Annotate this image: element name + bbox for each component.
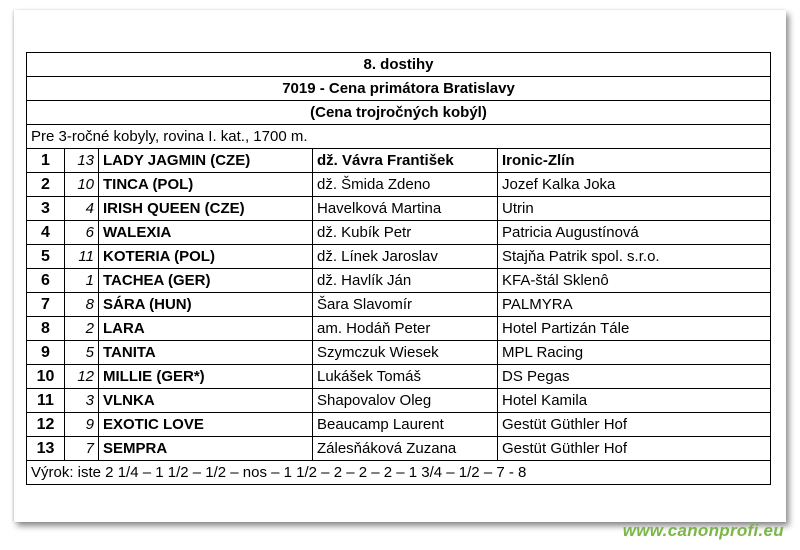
finish-position: 8 bbox=[27, 317, 65, 341]
jockey-name: Zálesňáková Zuzana bbox=[313, 437, 498, 461]
jockey-name: Szymczuk Wiesek bbox=[313, 341, 498, 365]
start-number: 10 bbox=[65, 173, 99, 197]
start-number: 9 bbox=[65, 413, 99, 437]
table-row bbox=[27, 221, 771, 245]
start-number: 12 bbox=[65, 365, 99, 389]
owner-name: Gestüt Güthler Hof bbox=[498, 413, 771, 437]
table-row bbox=[27, 173, 771, 197]
horse-name: SÁRA (HUN) bbox=[99, 293, 313, 317]
finish-position: 3 bbox=[27, 197, 65, 221]
horse-name: SEMPRA bbox=[99, 437, 313, 461]
owner-name: Hotel Kamila bbox=[498, 389, 771, 413]
race-name: 7019 - Cena primátora Bratislavy bbox=[27, 77, 771, 101]
horse-name: LADY JAGMIN (CZE) bbox=[99, 149, 313, 173]
finish-position: 5 bbox=[27, 245, 65, 269]
owner-name: Hotel Partizán Tále bbox=[498, 317, 771, 341]
start-number: 2 bbox=[65, 317, 99, 341]
start-number: 11 bbox=[65, 245, 99, 269]
finish-position: 12 bbox=[27, 413, 65, 437]
jockey-name: Lukášek Tomáš bbox=[313, 365, 498, 389]
jockey-name: dž. Havlík Ján bbox=[313, 269, 498, 293]
finish-margins: Výrok: iste 2 1/4 – 1 1/2 – 1/2 – nos – 1 1/2 – 2 – 2 – 2 – 1 3/4 – 1/2 – 7 - 8 bbox=[27, 461, 771, 485]
finish-position: 6 bbox=[27, 269, 65, 293]
table-row bbox=[27, 341, 771, 365]
owner-name: Ironic-Zlín bbox=[498, 149, 771, 173]
owner-name: KFA-štál Sklenô bbox=[498, 269, 771, 293]
start-number: 1 bbox=[65, 269, 99, 293]
finish-position: 13 bbox=[27, 437, 65, 461]
header-row-race-number bbox=[27, 53, 771, 77]
watermark-text: www.canonprofi.eu bbox=[622, 521, 784, 540]
finish-position: 2 bbox=[27, 173, 65, 197]
race-subtitle: (Cena trojročných kobýl) bbox=[27, 101, 771, 125]
race-conditions: Pre 3-ročné kobyly, rovina I. kat., 1700 m. bbox=[27, 125, 771, 149]
horse-name: MILLIE (GER*) bbox=[99, 365, 313, 389]
owner-name: Jozef Kalka Joka bbox=[498, 173, 771, 197]
race-number: 8. dostihy bbox=[27, 53, 771, 77]
start-number: 3 bbox=[65, 389, 99, 413]
finish-position: 11 bbox=[27, 389, 65, 413]
horse-name: TACHEA (GER) bbox=[99, 269, 313, 293]
race-results-table bbox=[26, 52, 771, 485]
owner-name: Stajňa Patrik spol. s.r.o. bbox=[498, 245, 771, 269]
horse-name: KOTERIA (POL) bbox=[99, 245, 313, 269]
start-number: 6 bbox=[65, 221, 99, 245]
owner-name: PALMYRA bbox=[498, 293, 771, 317]
header-row-race-subtitle bbox=[27, 101, 771, 125]
horse-name: LARA bbox=[99, 317, 313, 341]
start-number: 8 bbox=[65, 293, 99, 317]
finish-position: 7 bbox=[27, 293, 65, 317]
table-row bbox=[27, 269, 771, 293]
jockey-name: am. Hodáň Peter bbox=[313, 317, 498, 341]
jockey-name: dž. Kubík Petr bbox=[313, 221, 498, 245]
horse-name: VLNKA bbox=[99, 389, 313, 413]
finish-position: 9 bbox=[27, 341, 65, 365]
owner-name: Utrin bbox=[498, 197, 771, 221]
jockey-name: dž. Vávra František bbox=[313, 149, 498, 173]
horse-name: TANITA bbox=[99, 341, 313, 365]
start-number: 13 bbox=[65, 149, 99, 173]
table-row bbox=[27, 149, 771, 173]
horse-name: IRISH QUEEN (CZE) bbox=[99, 197, 313, 221]
finish-position: 1 bbox=[27, 149, 65, 173]
margins-row bbox=[27, 461, 771, 485]
owner-name: Gestüt Güthler Hof bbox=[498, 437, 771, 461]
start-number: 4 bbox=[65, 197, 99, 221]
table-row bbox=[27, 197, 771, 221]
table-row bbox=[27, 437, 771, 461]
jockey-name: dž. Línek Jaroslav bbox=[313, 245, 498, 269]
start-number: 5 bbox=[65, 341, 99, 365]
owner-name: MPL Racing bbox=[498, 341, 771, 365]
owner-name: DS Pegas bbox=[498, 365, 771, 389]
finish-position: 10 bbox=[27, 365, 65, 389]
conditions-row bbox=[27, 125, 771, 149]
horse-name: EXOTIC LOVE bbox=[99, 413, 313, 437]
table-row bbox=[27, 245, 771, 269]
horse-name: TINCA (POL) bbox=[99, 173, 313, 197]
owner-name: Patricia Augustínová bbox=[498, 221, 771, 245]
horse-name: WALEXIA bbox=[99, 221, 313, 245]
header-row-race-name bbox=[27, 77, 771, 101]
jockey-name: Šara Slavomír bbox=[313, 293, 498, 317]
jockey-name: dž. Šmida Zdeno bbox=[313, 173, 498, 197]
finish-position: 4 bbox=[27, 221, 65, 245]
jockey-name: Shapovalov Oleg bbox=[313, 389, 498, 413]
jockey-name: Havelková Martina bbox=[313, 197, 498, 221]
table-row bbox=[27, 365, 771, 389]
jockey-name: Beaucamp Laurent bbox=[313, 413, 498, 437]
table-row bbox=[27, 317, 771, 341]
start-number: 7 bbox=[65, 437, 99, 461]
table-row bbox=[27, 293, 771, 317]
table-row bbox=[27, 389, 771, 413]
table-row bbox=[27, 413, 771, 437]
